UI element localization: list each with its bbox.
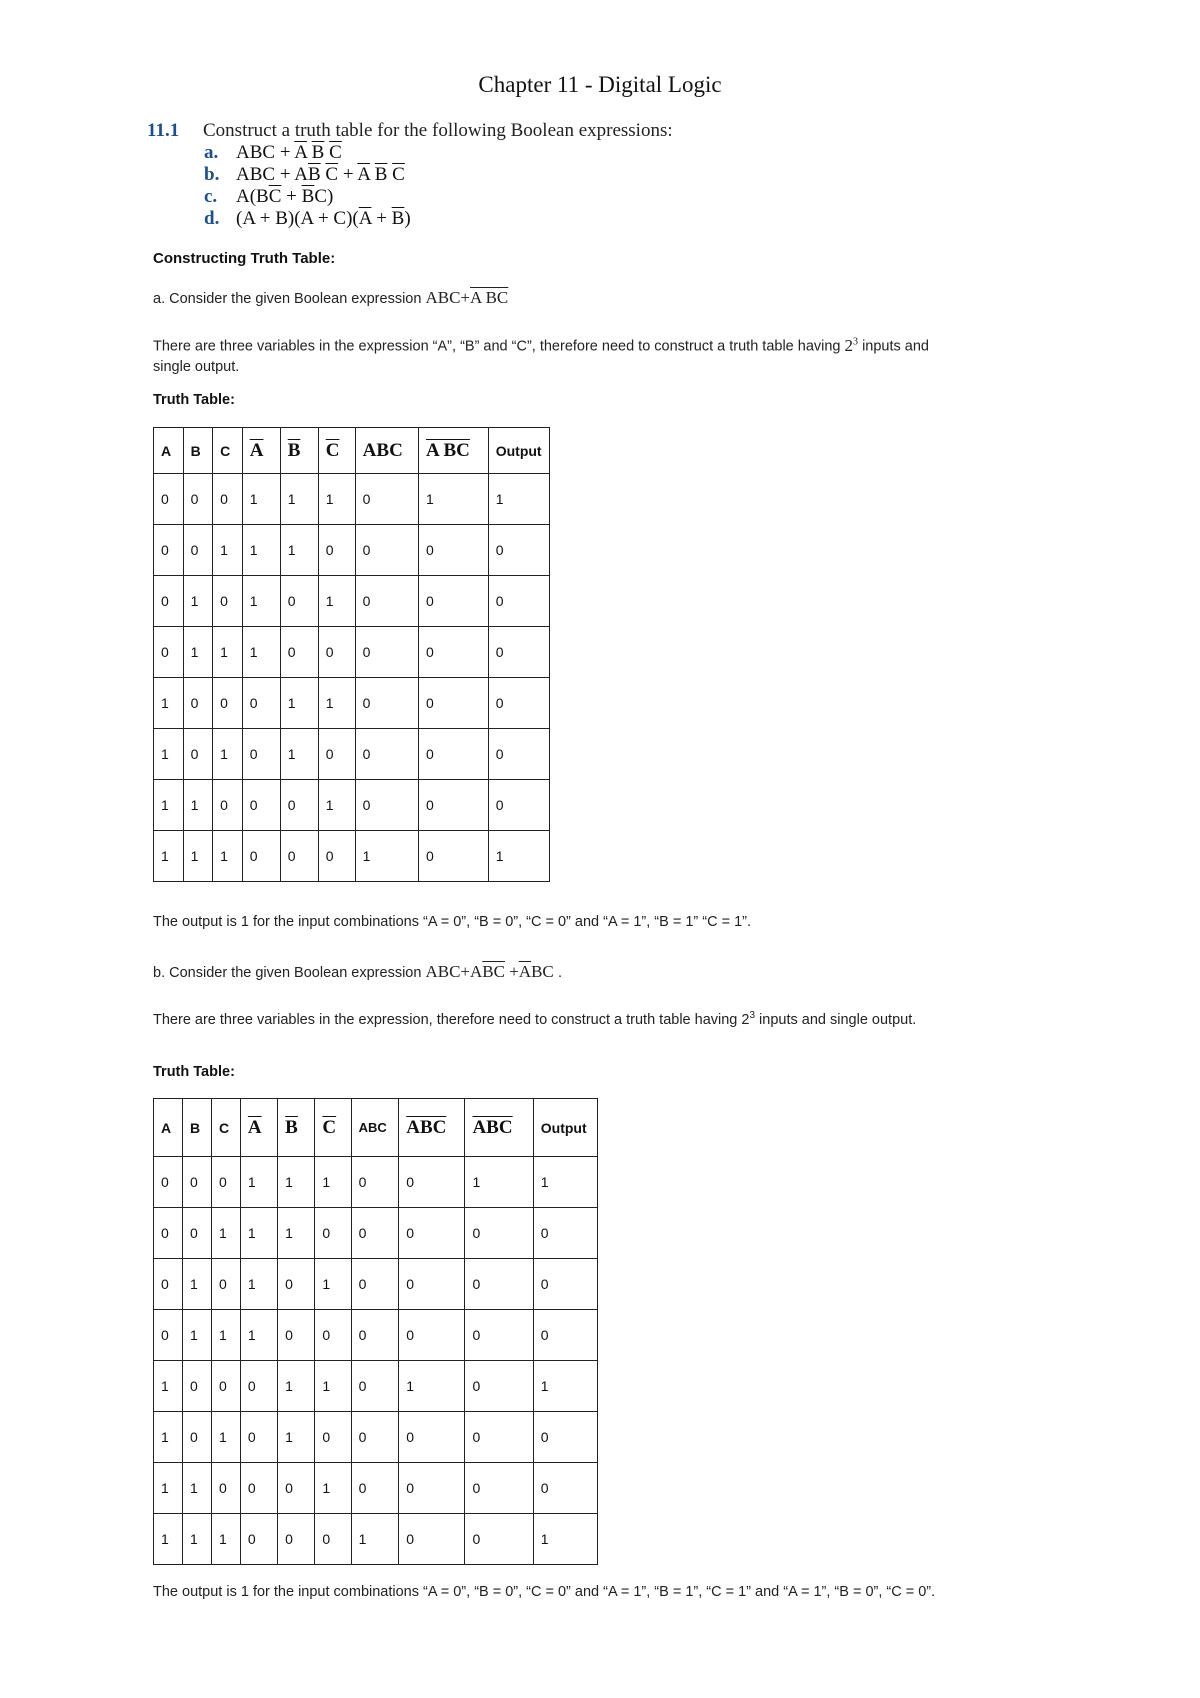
table-cell: 1 [399,1361,465,1412]
table-cell: 0 [183,729,213,780]
table-cell: 0 [351,1259,399,1310]
table-cell: 0 [280,831,318,882]
table-cell: 0 [315,1412,351,1463]
table-cell: 0 [419,525,489,576]
table-cell: 1 [465,1157,533,1208]
table-cell: 1 [240,1208,277,1259]
table-header-cell: A [154,1099,183,1157]
expression-part: $\overline{C}$ [268,186,282,207]
table-header-cell: ABC [355,428,418,474]
question-item [204,164,411,186]
table-cell: 0 [213,576,243,627]
table-cell: 1 [211,1412,240,1463]
table-cell: 0 [154,576,184,627]
table-cell: 0 [533,1412,597,1463]
table-cell: 1 [315,1259,351,1310]
table-cell: 0 [183,678,213,729]
question-items [204,142,411,230]
table-header-cell: $\overline{A}$ [242,428,280,474]
table-cell: 0 [242,780,280,831]
question-item-label: c. [204,186,218,207]
table-cell: 0 [278,1259,315,1310]
table-cell: 0 [351,1412,399,1463]
table-cell: 0 [399,1463,465,1514]
part-a-table-label: Truth Table: [153,392,235,408]
table-cell: 0 [318,627,355,678]
part-a-description: There are three variables in the expression “A”, “B” and “C”, therefore need to construct a truth table having $2^3$ inputs and single output. [153,335,929,375]
table-cell: 0 [351,1361,399,1412]
table-cell: 0 [211,1157,240,1208]
table-cell: 1 [242,525,280,576]
table-cell: 0 [315,1208,351,1259]
table-cell: 1 [533,1514,597,1565]
table-cell: 1 [533,1157,597,1208]
table-cell: 1 [240,1259,277,1310]
table-cell: 0 [419,831,489,882]
expression-part: $\overline{A}$ [357,164,370,185]
table-cell: 0 [154,525,184,576]
table-header-cell: $\overline{ABC}$ [399,1099,465,1157]
table-cell: 1 [213,729,243,780]
table-cell: 1 [183,576,213,627]
table-cell: 0 [211,1259,240,1310]
table-cell: 1 [240,1157,277,1208]
expression-part: ) [404,208,411,229]
table-cell: 0 [318,525,355,576]
table-cell: 0 [154,1208,183,1259]
table-cell: 0 [399,1514,465,1565]
table-row [154,831,550,882]
expression-part: + [281,186,302,207]
table-cell: 1 [211,1514,240,1565]
section-heading: Constructing Truth Table: [153,250,336,267]
table-cell: 0 [465,1361,533,1412]
table-cell: 0 [399,1157,465,1208]
table-cell: 0 [242,729,280,780]
question-item [204,208,411,230]
table-row [154,1463,598,1514]
table-cell: 1 [182,1310,211,1361]
table-header-cell: B [182,1099,211,1157]
expression-part: $\overline{B}$ [374,164,388,185]
question-item-label: d. [204,208,220,229]
table-cell: 0 [399,1259,465,1310]
table-cell: 1 [183,627,213,678]
table-cell: 0 [240,1514,277,1565]
table-cell: 0 [211,1463,240,1514]
table-row [154,1361,598,1412]
table-cell: 0 [533,1259,597,1310]
table-row [154,1514,598,1565]
table-cell: 0 [154,1259,183,1310]
part-a-conclusion: The output is 1 for the input combinations “A = 0”, “B = 0”, “C = 0” and “A = 1”, “B = 1” “C = 1”. [153,914,752,930]
table-cell: 0 [183,525,213,576]
table-cell: 1 [278,1412,315,1463]
table-cell: 0 [182,1412,211,1463]
table-cell: 1 [183,780,213,831]
table-cell: 0 [154,474,184,525]
table-row [154,627,550,678]
part-b-table-label: Truth Table: [153,1064,235,1080]
table-cell: 0 [183,474,213,525]
table-cell: 1 [154,1412,183,1463]
table-cell: 0 [465,1514,533,1565]
table-row [154,1208,598,1259]
table-cell: 0 [182,1361,211,1412]
table-cell: 0 [419,576,489,627]
expression-part: $\overline{C}$ [325,164,339,185]
expression-part: ABC + A [236,164,308,185]
table-cell: 1 [280,729,318,780]
part-a-expression: ABC+A BC [425,288,509,307]
table-cell: 1 [211,1208,240,1259]
expression-part: $\overline{C}$ [392,164,405,185]
table-header-cell: A [154,428,184,474]
table-cell: 0 [318,729,355,780]
table-header-cell: $\overline{C}$ [318,428,355,474]
table-cell: 0 [419,780,489,831]
expression-part: $\overline{B}$ [301,186,315,207]
table-cell: 0 [419,627,489,678]
table-header-cell: ABC [351,1099,399,1157]
table-cell: 0 [465,1412,533,1463]
part-b-conclusion: The output is 1 for the input combinations “A = 0”, “B = 0”, “C = 0” and “A = 1”, “B = 1”, “C = 1” and “A = 1”, “B = 0”, “C = 0”. [153,1584,936,1600]
question-stem: Construct a truth table for the following Boolean expressions: [203,120,673,141]
expression-part: A(B [236,186,269,207]
table-cell: 0 [355,627,418,678]
table-cell: 1 [278,1208,315,1259]
expression-part: $\overline{B}$ [311,142,325,163]
table-cell: 1 [240,1310,277,1361]
table-cell: 0 [154,627,184,678]
table-cell: 1 [318,576,355,627]
table-cell: 1 [213,525,243,576]
table-cell: 1 [488,474,549,525]
table-cell: 0 [488,525,549,576]
table-cell: 1 [318,678,355,729]
table-cell: 1 [154,1514,183,1565]
expression-part: + [338,164,358,185]
table-cell: 1 [315,1463,351,1514]
table-cell: 1 [280,474,318,525]
table-cell: 1 [318,474,355,525]
table-cell: 0 [465,1208,533,1259]
table-header-cell: A BC [419,428,489,474]
question-number: 11.1 [147,120,180,141]
table-cell: 0 [351,1157,399,1208]
truth-table-a [153,427,550,882]
table-header-cell: B [183,428,213,474]
table-cell: 0 [399,1310,465,1361]
table-cell: 0 [488,729,549,780]
table-row [154,576,550,627]
table-cell: 0 [278,1310,315,1361]
table-cell: 1 [242,576,280,627]
table-cell: 0 [280,627,318,678]
table-cell: 1 [533,1361,597,1412]
table-cell: 1 [154,678,184,729]
table-cell: 0 [213,780,243,831]
table-cell: 0 [242,831,280,882]
table-cell: 1 [315,1157,351,1208]
table-cell: 0 [419,729,489,780]
table-header-cell: $\overline{C}$ [315,1099,351,1157]
table-cell: 1 [154,729,184,780]
table-cell: 0 [488,627,549,678]
table-cell: 0 [211,1361,240,1412]
table-cell: 0 [240,1463,277,1514]
table-cell: 1 [211,1310,240,1361]
part-b-description: There are three variables in the expression, therefore need to construct a truth table having $2^3$ inputs and single output. [153,1010,917,1028]
table-row [154,1310,598,1361]
table-cell: 0 [315,1310,351,1361]
table-row [154,1259,598,1310]
table-cell: 0 [533,1463,597,1514]
table-cell: 1 [182,1259,211,1310]
table-cell: 1 [278,1361,315,1412]
table-cell: 0 [154,1157,183,1208]
table-cell: 0 [182,1208,211,1259]
table-cell: 0 [280,576,318,627]
table-cell: 1 [182,1463,211,1514]
table-cell: 0 [213,678,243,729]
table-cell: 0 [355,474,418,525]
table-cell: 1 [154,1361,183,1412]
table-header-cell: Output [533,1099,597,1157]
table-row [154,525,550,576]
table-cell: 1 [318,780,355,831]
table-cell: 0 [488,780,549,831]
table-cell: 0 [419,678,489,729]
expression-part: $\overline{B}$ [307,164,321,185]
table-cell: 0 [280,780,318,831]
page-title: Chapter 11 - Digital Logic [478,72,722,97]
table-cell: 0 [351,1463,399,1514]
table-cell: 0 [399,1208,465,1259]
table-cell: 1 [419,474,489,525]
table-row [154,780,550,831]
expression-part: (A + B)(A + C)( [236,208,359,229]
table-cell: 1 [280,678,318,729]
table-cell: 1 [154,780,184,831]
question-item-label: a. [204,142,219,163]
table-cell: 1 [154,831,184,882]
table-row [154,1412,598,1463]
table-cell: 0 [242,678,280,729]
table-cell: 0 [355,576,418,627]
table-cell: 0 [315,1514,351,1565]
part-a-intro: a. Consider the given Boolean expression ABC+A BC [153,288,509,307]
table-cell: 1 [351,1514,399,1565]
table-cell: 0 [465,1463,533,1514]
table-cell: 0 [399,1412,465,1463]
expression-part: + [371,208,392,229]
table-cell: 0 [240,1361,277,1412]
expression-part: $\overline{C}$ [329,142,342,163]
table-cell: 1 [182,1514,211,1565]
table-header-cell: C [213,428,243,474]
table-cell: 1 [154,1463,183,1514]
question-item [204,142,411,164]
part-b-intro: b. Consider the given Boolean expression $ABC+A\overline{BC} +\overline{A}BC$ . [153,962,563,981]
table-cell: 0 [351,1208,399,1259]
question-item [204,186,411,208]
table-cell: 0 [465,1310,533,1361]
table-cell: 1 [315,1361,351,1412]
expression-part: C) [314,186,334,207]
table-row [154,1157,598,1208]
table-row [154,474,550,525]
table-cell: 1 [355,831,418,882]
table-cell: 0 [213,474,243,525]
expression-part: $\overline{B}$ [391,208,405,229]
table-header-cell: C [211,1099,240,1157]
table-cell: 1 [280,525,318,576]
table-cell: 0 [351,1310,399,1361]
table-cell: 1 [242,627,280,678]
table-row [154,729,550,780]
table-header-cell: $\overline{A}$ [240,1099,277,1157]
table-cell: 1 [242,474,280,525]
table-cell: 0 [488,678,549,729]
table-cell: 1 [278,1157,315,1208]
table-cell: 0 [488,576,549,627]
truth-table-b [153,1098,598,1565]
table-row [154,678,550,729]
table-header-cell: $\overline{B}$ [278,1099,315,1157]
table-cell: 1 [488,831,549,882]
table-cell: 0 [182,1157,211,1208]
table-cell: 0 [355,525,418,576]
table-cell: 0 [154,1310,183,1361]
table-cell: 0 [278,1463,315,1514]
table-cell: 1 [213,627,243,678]
table-cell: 1 [183,831,213,882]
table-cell: 0 [533,1208,597,1259]
table-cell: 0 [465,1259,533,1310]
table-cell: 0 [278,1514,315,1565]
table-header-cell: $\overline{ABC}$ [465,1099,533,1157]
table-cell: 0 [355,678,418,729]
expression-part: ABC + [236,142,295,163]
question-item-label: b. [204,164,220,185]
expression-part: $\overline{A}$ [294,142,307,163]
table-cell: 0 [355,729,418,780]
table-header-cell: Output [488,428,549,474]
table-cell: 0 [240,1412,277,1463]
table-header-cell: $\overline{B}$ [280,428,318,474]
table-cell: 0 [533,1310,597,1361]
expression-part: $\overline{A}$ [358,208,372,229]
part-b-expression: $ABC+A\overline{BC} +\overline{A}BC$ [425,962,554,981]
table-cell: 0 [318,831,355,882]
table-cell: 1 [213,831,243,882]
table-cell: 0 [355,780,418,831]
